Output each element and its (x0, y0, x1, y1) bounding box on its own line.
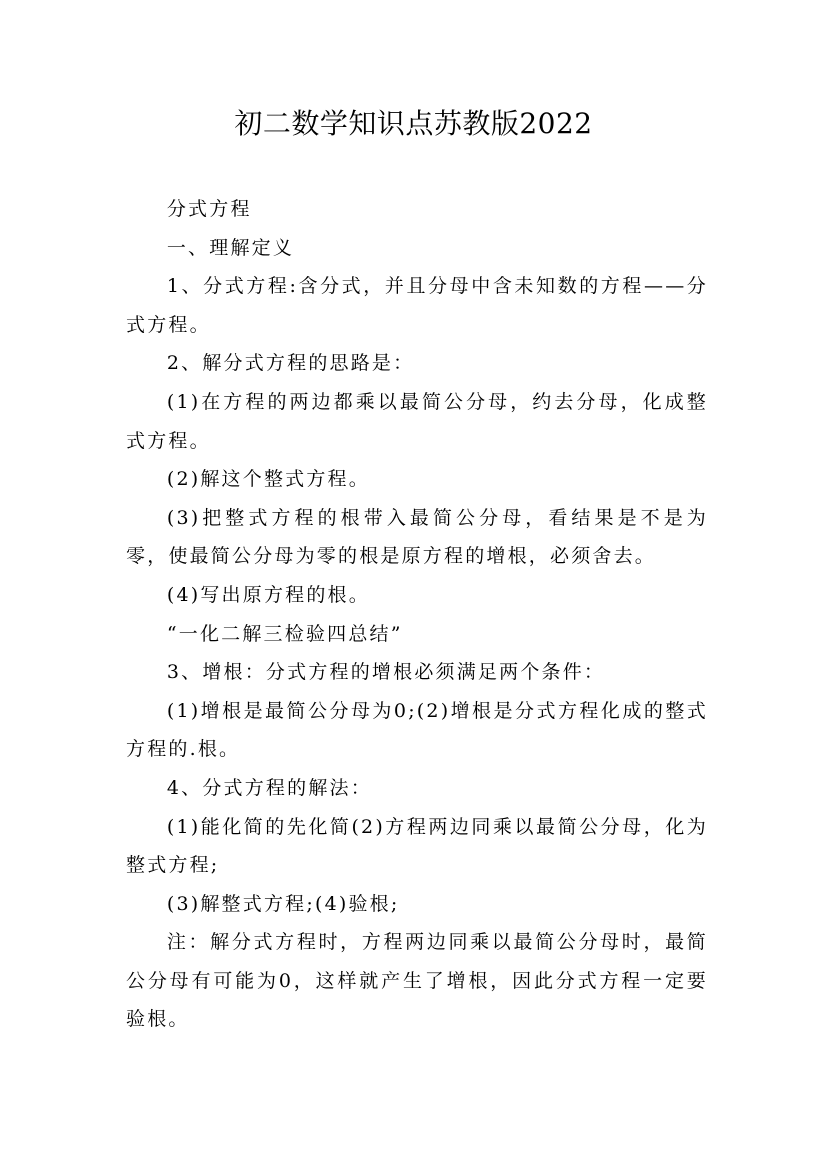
paragraph-method-steps-3-4: (3)解整式方程;(4)验根; (166, 892, 400, 915)
paragraph-step-4: (4)写出原方程的根。 (166, 583, 370, 606)
paragraph-step-2: (2)解这个整式方程。 (166, 468, 370, 491)
paragraph-solution-method: 4、分式方程的解法： (166, 776, 372, 799)
section-heading-fractional-equation: 分式方程 (166, 198, 252, 220)
paragraph-extraneous-root-conditions: (1)增根是最简公分母为0;(2)增根是分式方程化成的整式方程的.根。 (126, 699, 708, 761)
document-body (126, 190, 708, 1039)
paragraph-method-steps-1-2: (1)能化简的先化简(2)方程两边同乘以最简公分母，化为整式方程; (126, 815, 708, 877)
paragraph-step-1: (1)在方程的两边都乘以最简公分母，约去分母，化成整式方程。 (126, 390, 708, 452)
paragraph-solution-idea: 2、解分式方程的思路是： (166, 352, 415, 375)
paragraph-note: 注：解分式方程时，方程两边同乘以最简公分母时，最简公分母有可能为0，这样就产生了增根，因此分式方程一定要验根。 (126, 931, 708, 1031)
paragraph-definition: 1、分式方程:含分式，并且分母中含未知数的方程——分式方程。 (126, 275, 708, 336)
subsection-heading-definition: 一、理解定义 (166, 236, 295, 259)
paragraph-mnemonic: “一化二解三检验四总结” (166, 622, 403, 645)
document-title: 初二数学知识点苏教版2022 (234, 107, 593, 140)
paragraph-extraneous-root: 3、增根：分式方程的增根必须满足两个条件： (166, 661, 606, 684)
paragraph-step-3: (3)把整式方程的根带入最简公分母，看结果是不是为零，使最简公分母为零的根是原方程的增根，必须舍去。 (126, 506, 708, 568)
